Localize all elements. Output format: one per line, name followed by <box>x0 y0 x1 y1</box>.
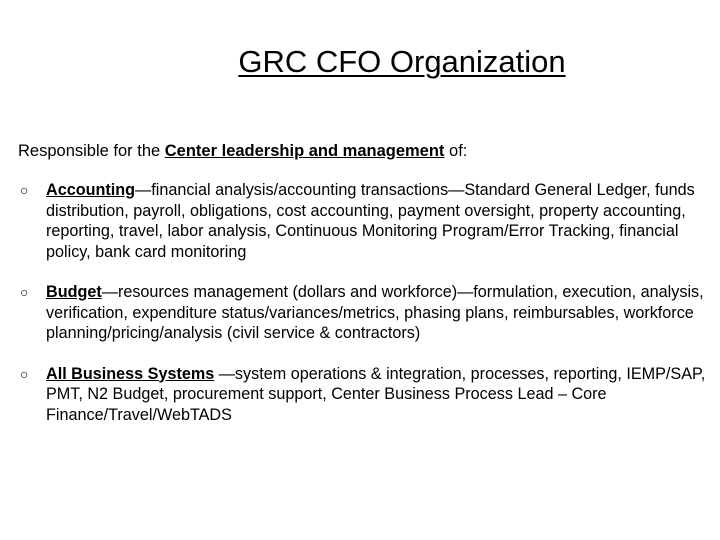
list-item-business-systems <box>0 364 720 426</box>
intro-suffix: of: <box>444 142 468 160</box>
list-item-budget <box>0 282 720 344</box>
circle-bullet-icon: ○ <box>20 365 29 382</box>
item-text: —resources management (dollars and workforce)—formulation, execution, analysis, verification, expenditure status/variances/metrics, phasing plans, reimbursables, workforce planning/pricing/analysis (civil service & contractors) <box>46 283 704 342</box>
circle-bullet-icon: ○ <box>20 284 29 300</box>
intro-emphasis: Center leadership and management <box>164 142 445 160</box>
item-text: —financial analysis/accounting transactions—Standard General Ledger, funds distribution, payroll, obligations, cost accounting, payment oversight, property accounting, reporting, travel, labor analysis, Continuous Monitoring Program/Error Tracking, financial policy, bank card monitoring <box>46 181 695 261</box>
item-text: —system operations & integration, processes, reporting, IEMP/SAP, PMT, N2 Budget, procurement support, Center Business Process Lead – Core Finance/Travel/WebTADS <box>46 364 706 424</box>
list-item-accounting <box>0 180 720 262</box>
item-heading: Budget <box>46 283 102 301</box>
circle-bullet-icon: ○ <box>20 182 29 198</box>
intro-prefix: Responsible for the <box>18 142 165 160</box>
item-heading: Accounting <box>46 181 136 199</box>
intro-text <box>18 142 708 161</box>
item-heading: All Business Systems <box>46 364 215 383</box>
responsibility-list <box>0 180 720 445</box>
slide-title: GRC CFO Organization <box>238 44 566 79</box>
